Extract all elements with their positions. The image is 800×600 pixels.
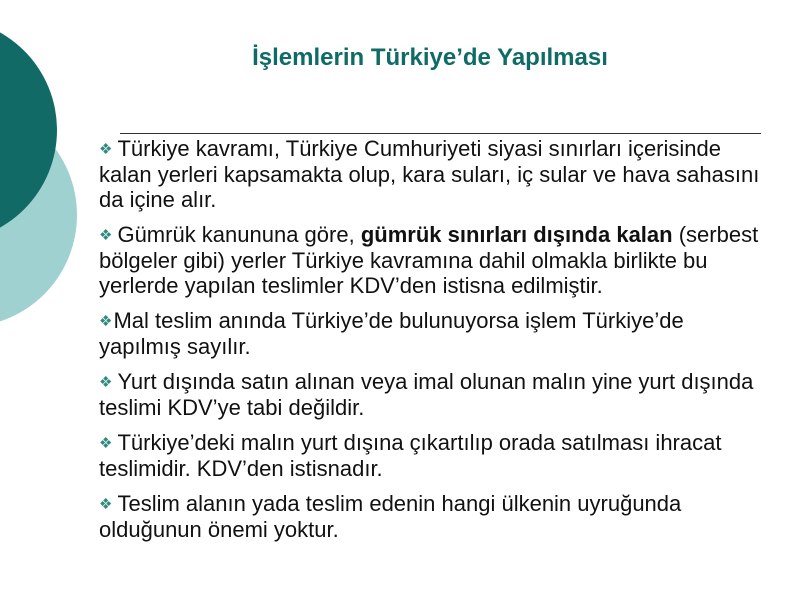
bullet-text: Türkiye’deki malın yurt dışına çıkartılıp orada satılması ihracat teslimidir. KDV’den istisnadır. [99, 430, 722, 481]
bullet-text-start: Gümrük kanununa göre, [117, 222, 361, 247]
bullet-text: Mal teslim anında Türkiye’de bulunuyorsa işlem Türkiye’de yapılmış sayılır. [99, 308, 684, 359]
diamond-bullet-icon: ❖ [99, 435, 113, 452]
bullet-text-end: (serbest bölgeler gibi) yerler Türkiye kavramına dahil olmakla birlikte bu yerlerde yapılan teslimler KDV’den istisna edilmiştir. [99, 222, 759, 298]
bullet-item [99, 369, 764, 420]
bullet-text: Türkiye kavramı, Türkiye Cumhuriyeti siyasi sınırları içerisinde kalan yerleri kapsamakta olup, kara suları, iç sular ve hava sahasını da içine alır. [99, 136, 760, 212]
diamond-bullet-icon: ❖ [99, 227, 113, 244]
title-divider [120, 133, 761, 134]
bullet-text: Yurt dışında satın alınan veya imal olunan malın yine yurt dışında teslimi KDV’ye tabi değildir. [99, 369, 754, 420]
bullet-text-bold: gümrük sınırları dışında kalan [360, 222, 673, 247]
bullet-item [99, 222, 764, 298]
diamond-bullet-icon: ❖ [99, 141, 113, 158]
diamond-bullet-icon: ❖ [99, 313, 113, 330]
bullet-item [99, 308, 764, 359]
bullet-item [99, 430, 764, 481]
bullet-item [99, 136, 764, 212]
bullet-text: Teslim alanın yada teslim edenin hangi ülkenin uyruğunda olduğunun önemi yoktur. [99, 491, 682, 542]
diamond-bullet-icon: ❖ [99, 496, 113, 513]
bullet-item [99, 491, 764, 542]
slide-title: İşlemlerin Türkiye’de Yapılması [252, 44, 608, 71]
bullet-list [99, 136, 764, 552]
diamond-bullet-icon: ❖ [99, 374, 113, 391]
